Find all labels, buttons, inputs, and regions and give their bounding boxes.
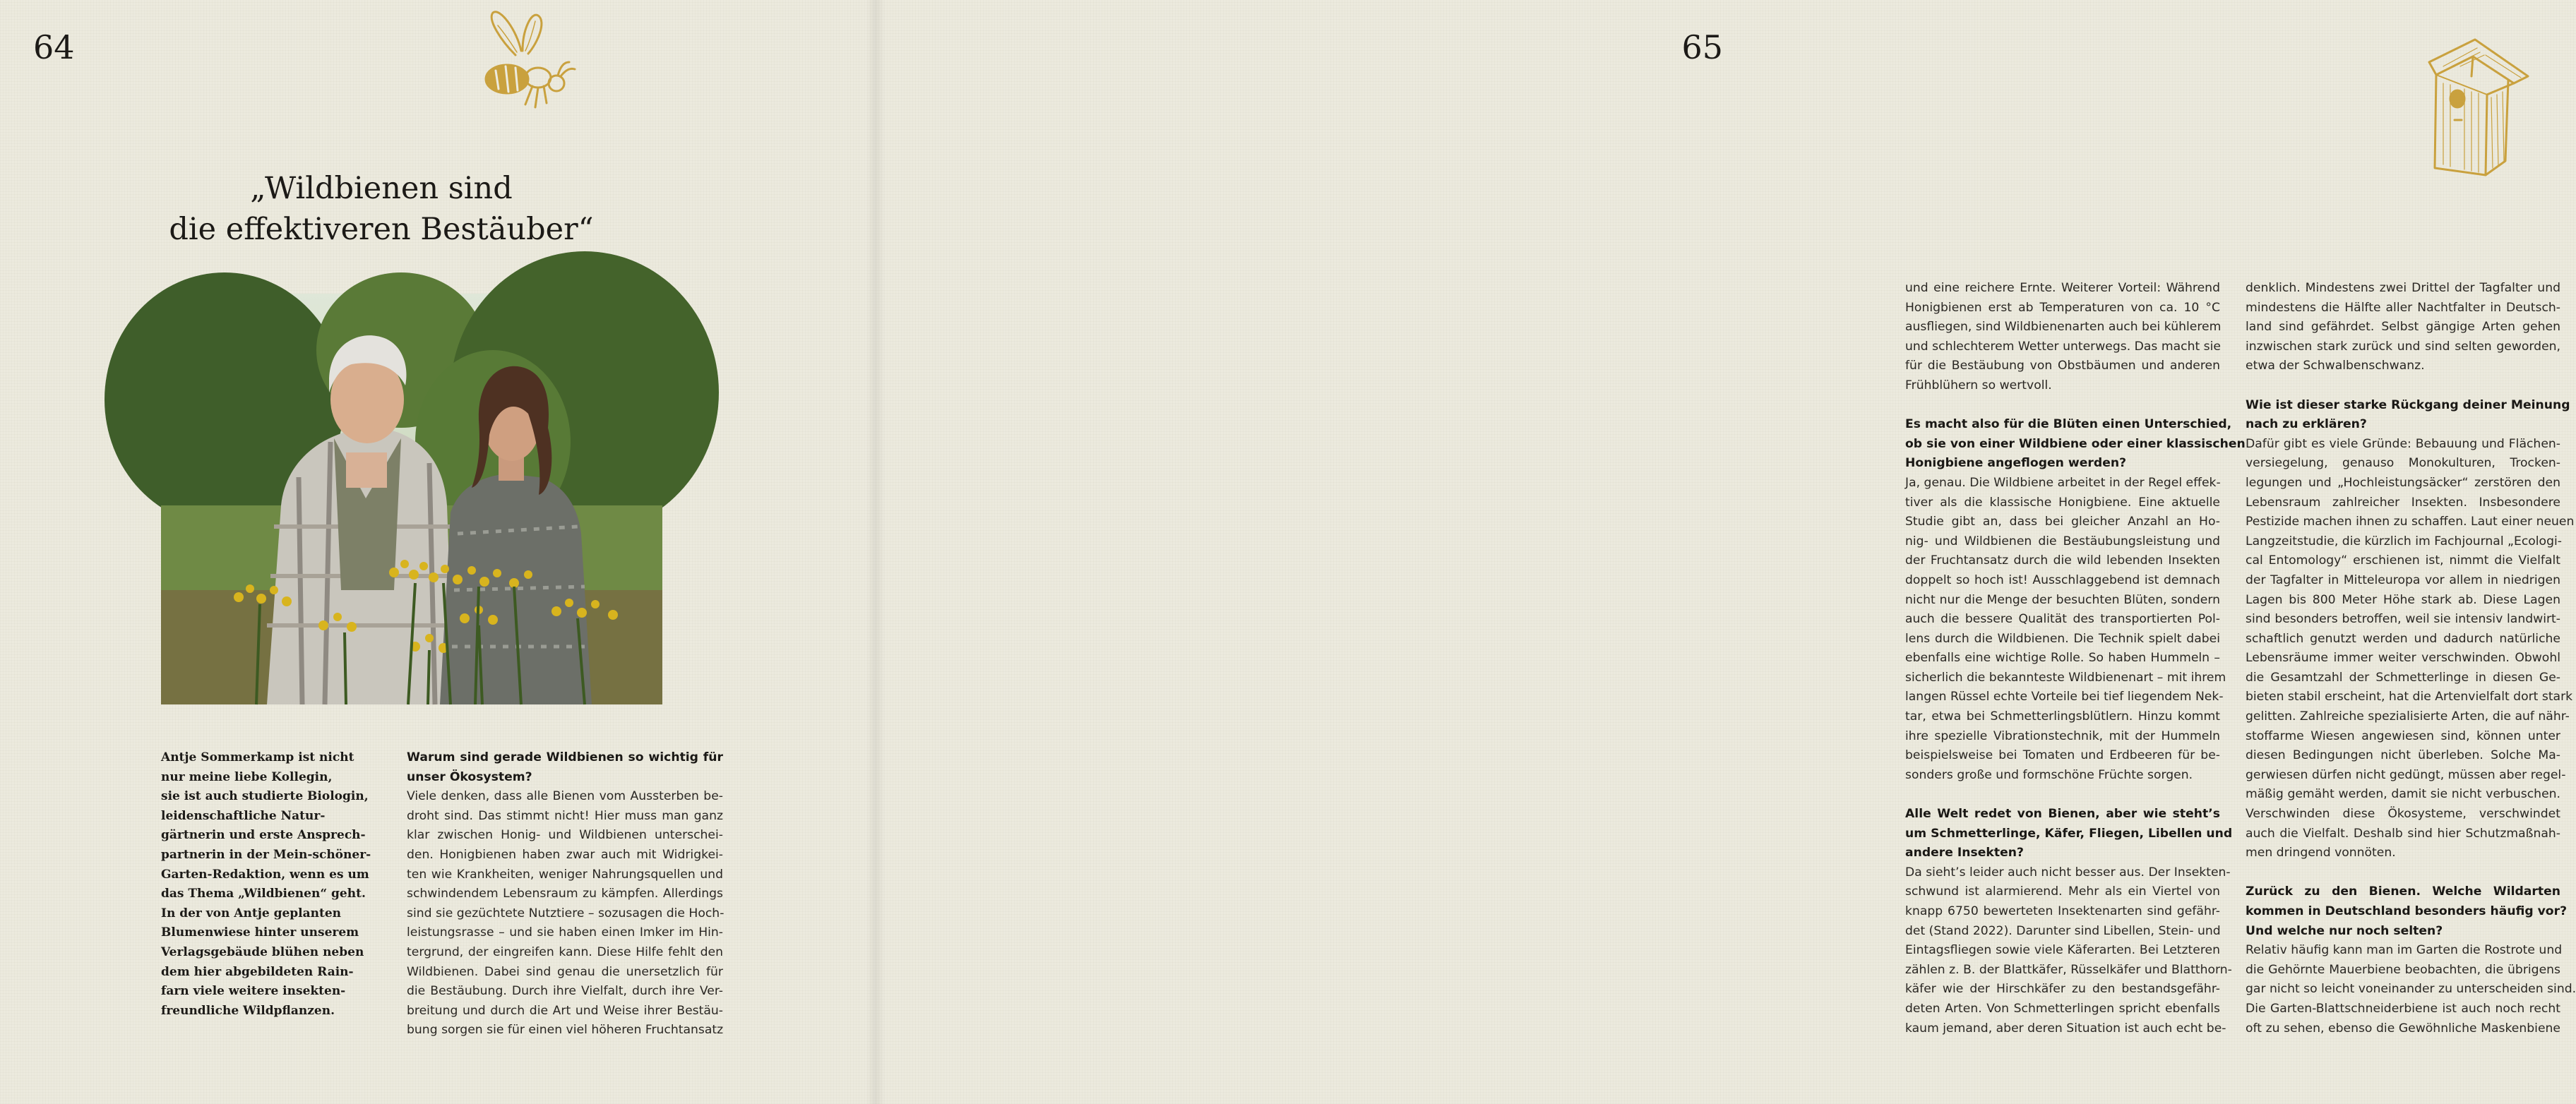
body-text-line: tiver als die klassische Honigbiene. Eine aktuelle	[1905, 495, 2220, 510]
body-text-line: sind sie gezüchtete Nutztiere – sozusagen die Hoch-	[407, 906, 724, 920]
photo-caption	[161, 748, 371, 1021]
article-column-1	[407, 748, 723, 1040]
article-title	[162, 168, 600, 250]
interview-question-line: ob sie von einer Wildbiene oder einer klassischen	[1905, 436, 2246, 451]
body-text-line: tar, etwa bei Schmetterlingsblütlern. Hinzu kommt	[1905, 709, 2220, 724]
body-text-line: Lebensräume immer weiter verschwinden. Obwohl	[2246, 651, 2560, 666]
body-text-line: nig- und Wildbienen die Bestäubungsleistung und	[1905, 534, 2220, 548]
body-text-line: Lagen bis 800 Meter Höhe stark ab. Diese Lagen	[2246, 592, 2560, 607]
caption-line: farn viele weitere insekten-	[161, 984, 346, 999]
body-text-line: ebenfalls eine wichtige Rolle. So haben Hummeln –	[1905, 651, 2220, 666]
interview-question-line: andere Insekten?	[1905, 846, 2024, 860]
body-text-line: Pestizide machen ihnen zu schaffen. Laut einer neuen	[2246, 515, 2575, 529]
body-text-line: deten Arten. Von Schmetterlingen spricht ebenfalls	[1905, 1001, 2220, 1016]
article-column-3	[2246, 279, 2576, 1038]
right-page	[876, 0, 2576, 1104]
body-text-line: der Fruchtansatz durch die wild lebenden Insekten	[1905, 553, 2220, 568]
body-text-line: und eine reichere Ernte. Weiterer Vorteil: Während	[1905, 281, 2220, 295]
body-text-line: zählen z. B. der Blattkäfer, Rüsselkäfer und Blatthorn-	[1905, 962, 2232, 977]
body-text-line: sonders große und formschöne Früchte sorgen.	[1905, 767, 2193, 782]
body-text-line: Eintagsfliegen sowie viele Käferarten. Bei Letzteren	[1905, 943, 2220, 958]
caption-line: partnerin in der Mein-schöner-	[161, 847, 371, 862]
body-text-line: schwund ist alarmierend. Mehr als ein Viertel von	[1905, 884, 2220, 899]
body-text-line: Langzeitstudie, die kürzlich im Fachjournal „Ecologi-	[2246, 534, 2562, 548]
caption-line: leidenschaftliche Natur-	[161, 808, 326, 823]
title-line-2: die effektiveren Bestäuber“	[169, 212, 594, 247]
body-text-line: kaum jemand, aber deren Situation ist auch echt be-	[1905, 1021, 2226, 1036]
body-text-line: bung sorgen sie für einen viel höheren Fruchtansatz	[407, 1023, 724, 1038]
title-line-1: „Wildbienen sind	[250, 171, 513, 206]
birdhouse-icon	[2415, 34, 2539, 179]
body-text-line: sind besonders betroffen, weil sie intensiv landwirt-	[2246, 612, 2560, 627]
portrait-photo	[161, 294, 662, 704]
interview-question-line: um Schmetterlinge, Käfer, Fliegen, Libellen und	[1905, 826, 2233, 841]
body-text-line: für die Bestäubung von Obstbäumen und anderen	[1905, 359, 2220, 373]
interview-question-line: Warum sind gerade Wildbienen so wichtig für	[407, 750, 723, 764]
interview-question-line: Alle Welt redet von Bienen, aber wie steht’s	[1905, 807, 2220, 822]
body-text-line: legungen und „Hochleistungsäcker“ zerstören den	[2246, 475, 2560, 490]
body-text-line: droht sind. Das stimmt nicht! Hier muss man ganz	[407, 808, 723, 823]
body-text-line: Ja, genau. Die Wildbiene arbeitet in der Regel effek-	[1905, 475, 2221, 490]
caption-line: sie ist auch studierte Biologin,	[161, 789, 369, 804]
body-text-line: auch die Vielfalt. Deshalb sind hier Schutzmaßnah-	[2246, 826, 2560, 841]
caption-line: dem hier abgebildeten Rain-	[161, 964, 354, 979]
body-text-line: sicherlich die bekannteste Wildbienenart – mit ihrem	[1905, 670, 2226, 685]
left-page	[0, 0, 876, 1104]
paragraph-gap	[1905, 396, 2220, 416]
body-text-line: klar zwischen Honig- und Wildbienen unterschei-	[407, 828, 723, 843]
caption-line: Blumenwiese hinter unserem	[161, 925, 359, 940]
body-text-line: der Tagfalter in Mitteleuropa vor allem in niedrigen	[2246, 572, 2560, 587]
caption-line: Garten-Redaktion, wenn es um	[161, 867, 369, 882]
body-text-line: Honigbienen erst ab Temperaturen von ca. 10 °C	[1905, 300, 2220, 315]
paragraph-gap	[2246, 376, 2560, 396]
caption-line: freundliche Wildpflanzen.	[161, 1003, 335, 1018]
body-text-line: gerwiesen dürfen nicht gedüngt, müssen aber regel-	[2246, 767, 2566, 782]
article-column-2	[1905, 279, 2246, 1038]
interview-question-line: nach zu erklären?	[2246, 417, 2367, 432]
body-text-line: inzwischen stark zurück und sind selten geworden,	[2246, 339, 2560, 354]
body-text-line: Wildbienen. Dabei sind genau die unersetzlich für	[407, 964, 723, 979]
body-text-line: die Bestäubung. Durch ihre Vielfalt, durch ihre Ver-	[407, 984, 723, 999]
interview-question-line: Es macht also für die Blüten einen Unterschied,	[1905, 417, 2232, 432]
body-text-line: die Gesamtzahl der Schmetterlinge in diesen Ge-	[2246, 670, 2560, 685]
body-text-line: ten wie Krankheiten, weniger Nahrungsquellen und	[407, 867, 723, 882]
body-text-line: oft zu sehen, ebenso die Gewöhnliche Maskenbiene	[2246, 1021, 2560, 1036]
body-text-line: den. Honigbienen haben zwar auch mit Widrigkei-	[407, 847, 723, 862]
body-text-line: langen Rüssel echte Vorteile bei tief liegendem Nek-	[1905, 690, 2224, 704]
bee-icon	[473, 6, 579, 115]
paragraph-gap	[2246, 863, 2560, 883]
body-text-line: etwa der Schwalbenschwanz.	[2246, 359, 2425, 373]
body-text-line: Frühblühern so wertvoll.	[1905, 378, 2052, 392]
body-text-line: Lebensraum zahlreicher Insekten. Insbesondere	[2246, 495, 2560, 510]
caption-line: nur meine liebe Kollegin,	[161, 769, 333, 784]
body-text-line: die Gehörnte Mauerbiene beobachten, die übrigens	[2246, 962, 2560, 977]
body-text-line: und schlechterem Wetter unterwegs. Das macht sie	[1905, 339, 2221, 354]
page-number-left: 64	[33, 28, 75, 66]
body-text-line: Dafür gibt es viele Gründe: Bebauung und Flächen-	[2246, 436, 2560, 451]
interview-question-line: Und welche nur noch selten?	[2246, 923, 2443, 938]
body-text-line: Relativ häufig kann man im Garten die Rostrote und	[2246, 943, 2563, 958]
body-text-line: schaftlich genutzt werden und dadurch natürliche	[2246, 631, 2560, 646]
body-text-line: stoffarme Wiesen angewiesen sind, können unter	[2246, 728, 2560, 743]
body-text-line: gelitten. Zahlreiche spezialisierte Arten, die auf nähr-	[2246, 709, 2570, 724]
caption-line: Antje Sommerkamp ist nicht	[161, 750, 354, 764]
caption-line: Verlagsgebäude blühen neben	[161, 944, 364, 959]
body-text-line: mäßig gemäht werden, damit sie nicht verbuschen.	[2246, 787, 2560, 802]
body-text-line: leistungsrasse – und sie haben einen Imker im Hin-	[407, 925, 723, 940]
interview-question-line: Honigbiene angeflogen werden?	[1905, 456, 2127, 471]
body-text-line: beispielsweise bei Tomaten und Erdbeeren für be-	[1905, 748, 2220, 763]
body-text-line: versiegelung, genauso Monokulturen, Trocken-	[2246, 456, 2560, 471]
body-text-line: tergrund, der eingreifen kann. Diese Hilfe fehlt den	[407, 944, 723, 959]
body-text-line: denklich. Mindestens zwei Drittel der Tagfalter und	[2246, 281, 2560, 295]
body-text-line: men dringend vonnöten.	[2246, 846, 2396, 860]
body-text-line: käfer wie der Hirschkäfer zu den bestandsgefähr-	[1905, 982, 2220, 997]
body-text-line: land sind gefährdet. Selbst gängige Arten gehen	[2246, 320, 2560, 335]
body-text-line: ausfliegen, sind Wildbienenarten auch bei kühlerem	[1905, 320, 2222, 335]
body-text-line: auch die bessere Qualität des transportierten Pol-	[1905, 612, 2220, 627]
body-text-line: knapp 6750 bewerteten Insektenarten sind gefähr-	[1905, 904, 2220, 918]
body-text-line: det (Stand 2022). Darunter sind Libellen, Stein- und	[1905, 923, 2221, 938]
body-text-line: cal Entomology“ erschienen ist, nimmt die Vielfalt	[2246, 553, 2560, 568]
caption-line: gärtnerin und erste Ansprech-	[161, 828, 366, 843]
body-text-line: breitung und durch die Art und Weise ihrer Bestäu-	[407, 1003, 723, 1018]
interview-question-line: unser Ökosystem?	[407, 769, 532, 784]
caption-line: das Thema „Wildbienen“ geht.	[161, 887, 366, 901]
body-text-line: lens durch die Wildbienen. Die Technik spielt dabei	[1905, 631, 2220, 646]
photo-illustration	[161, 294, 662, 704]
paragraph-gap	[1905, 785, 2220, 805]
body-text-line: nicht nur die Menge der besuchten Blüten, sondern	[1905, 592, 2220, 607]
body-text-line: Verschwinden diese Ökosysteme, verschwindet	[2246, 807, 2560, 822]
body-text-line: Da sieht’s leider auch nicht besser aus. Der Insekten-	[1905, 865, 2231, 880]
interview-question-line: Wie ist dieser starke Rückgang deiner Meinung	[2246, 397, 2570, 412]
body-text-line: Studie gibt an, dass bei gleicher Anzahl an Ho-	[1905, 515, 2220, 529]
body-text-line: ihre spezielle Vibrationstechnik, mit der Hummeln	[1905, 728, 2220, 743]
body-text-line: gar nicht so leicht voneinander zu unterscheiden sind.	[2246, 982, 2576, 997]
body-text-line: mindestens die Hälfte aller Nachtfalter in Deutsch-	[2246, 300, 2560, 315]
body-text-line: doppelt so hoch ist! Ausschlaggebend ist demnach	[1905, 572, 2220, 587]
body-text-line: Viele denken, dass alle Bienen vom Aussterben be-	[407, 789, 723, 804]
caption-line: In der von Antje geplanten	[161, 906, 342, 920]
body-text-line: bieten stabil erscheint, hat die Artenvielfalt dort stark	[2246, 690, 2573, 704]
interview-question-line: kommen in Deutschland besonders häufig vor?	[2246, 904, 2568, 918]
body-text-line: schwindendem Lebensraum zu kämpfen. Allerdings	[407, 887, 723, 901]
body-text-line: diesen Bedingungen nicht überleben. Solche Ma-	[2246, 748, 2560, 763]
page-number-right: 65	[1681, 28, 1723, 66]
body-text-line: Die Garten-Blattschneiderbiene ist auch noch recht	[2246, 1001, 2560, 1016]
interview-question-line: Zurück zu den Bienen. Welche Wildarten	[2246, 884, 2560, 899]
